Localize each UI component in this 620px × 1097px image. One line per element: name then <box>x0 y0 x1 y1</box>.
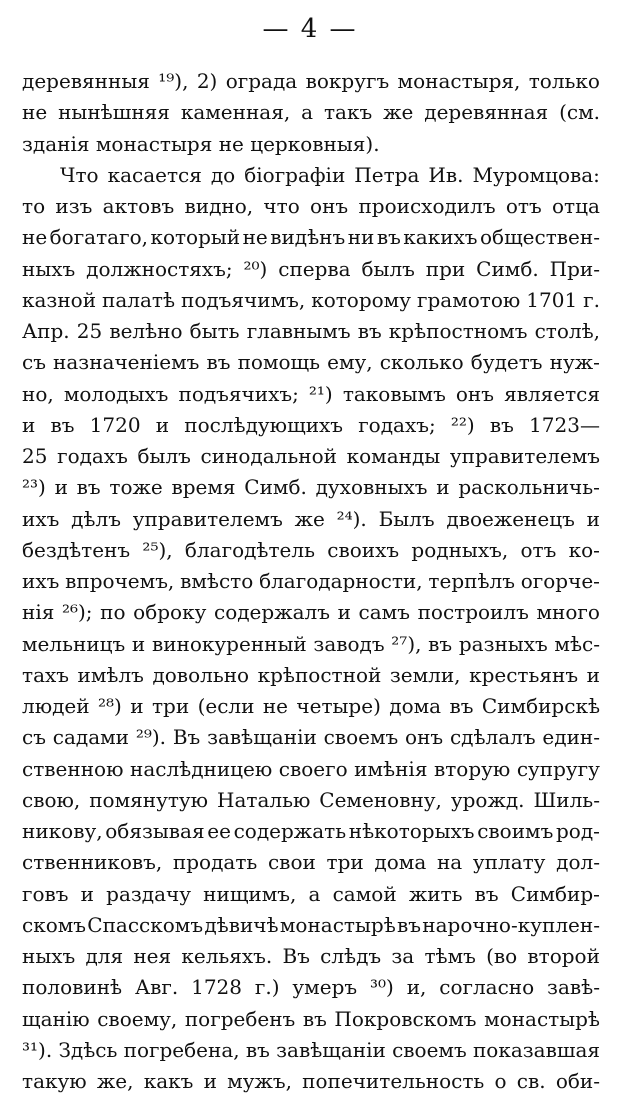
word: происходилъ <box>358 194 496 218</box>
word: то <box>22 194 46 218</box>
word: помощь <box>237 350 321 375</box>
word: Спасскомъ <box>87 912 204 937</box>
text-line <box>22 316 600 347</box>
word: и <box>155 412 170 437</box>
word: содержалъ <box>214 600 330 625</box>
word: свою, <box>22 787 81 812</box>
word: половинѣ <box>22 975 123 1000</box>
text-line <box>22 504 600 535</box>
word: же, <box>96 1069 134 1093</box>
word: 1723— <box>529 412 600 437</box>
word: ²⁰) <box>243 256 268 281</box>
text-line <box>22 566 600 597</box>
word: ему, <box>327 350 373 375</box>
word: онъ <box>455 381 494 406</box>
word: крѣпостномъ <box>388 319 528 343</box>
text-line <box>22 660 600 691</box>
word: Семеновну, <box>319 787 442 812</box>
word: Здѣсь <box>58 1037 118 1062</box>
word: и <box>436 475 450 500</box>
text-line <box>22 347 600 378</box>
text-line <box>22 441 600 472</box>
word: и <box>131 631 146 656</box>
word: актовъ <box>102 194 175 218</box>
word: помянутую <box>89 787 209 812</box>
word: терпѣлъ <box>428 569 515 593</box>
word: мужъ, <box>227 1069 292 1093</box>
word: довольно <box>152 662 250 687</box>
text-line <box>22 1035 600 1066</box>
word: крѣпостной <box>257 662 382 687</box>
word: показавшая <box>472 1037 600 1062</box>
word: своему, <box>97 1006 178 1031</box>
word: винокуренный <box>151 631 307 656</box>
text-line <box>22 254 600 285</box>
text-line <box>22 941 600 972</box>
text-line <box>22 97 600 128</box>
word: ственниковъ, <box>22 850 163 875</box>
word: свои <box>267 850 316 875</box>
word: каменная, <box>180 100 291 125</box>
word: до <box>210 162 236 187</box>
word: г.) <box>254 975 280 1000</box>
word: отца <box>552 194 600 218</box>
word: Наталью <box>217 787 311 812</box>
word: будетъ <box>470 350 543 375</box>
word: Въ <box>282 944 310 968</box>
word: въ <box>397 912 422 937</box>
word: скомъ <box>22 912 87 937</box>
word: нія <box>22 600 55 625</box>
word: 1701 <box>526 287 578 312</box>
word: Ив. <box>428 162 464 187</box>
word: мельницъ <box>22 631 126 656</box>
word: для <box>85 944 124 968</box>
word: (см. <box>559 100 600 125</box>
word: Симбир- <box>510 881 600 906</box>
word: онъ <box>405 725 444 750</box>
word: обязывая <box>105 819 205 843</box>
text-line <box>22 597 600 628</box>
word: не <box>242 225 268 250</box>
text-line <box>22 160 600 191</box>
word: какъ <box>143 1069 194 1093</box>
word: три <box>326 850 364 875</box>
word: дома <box>374 850 427 875</box>
word: кельяхъ. <box>181 944 273 968</box>
word: и <box>22 412 36 437</box>
word: съ <box>22 350 46 375</box>
word: молодыхъ <box>63 381 169 406</box>
word: говъ <box>22 881 69 906</box>
page-number: — 4 — <box>262 14 358 44</box>
text-line <box>22 816 600 847</box>
word: вторую <box>433 756 511 781</box>
word: построилъ <box>417 600 529 625</box>
word: заводъ <box>313 631 385 656</box>
text-line <box>22 754 600 785</box>
word: содержать <box>233 819 347 843</box>
text-line <box>22 379 600 410</box>
word: въ <box>206 350 231 375</box>
word: четыре) <box>296 694 381 718</box>
word: ²¹) <box>308 381 333 406</box>
word: нуж- <box>549 350 600 375</box>
word: своемъ <box>392 1037 467 1062</box>
word: завѣ- <box>547 975 600 1000</box>
word: нѣкоторыхъ <box>348 819 475 843</box>
word: самъ <box>358 600 410 625</box>
word: время <box>171 475 236 500</box>
word: благодѣтель <box>184 537 315 562</box>
word: и <box>80 881 94 906</box>
word: въ <box>245 1037 270 1062</box>
word: род- <box>556 819 600 843</box>
word: второй <box>527 944 600 968</box>
text-line <box>22 847 600 878</box>
word: три <box>151 694 190 718</box>
text-line <box>22 972 600 1003</box>
word: 2) <box>196 69 218 93</box>
word: а <box>301 100 314 125</box>
word: главнымъ <box>246 319 351 343</box>
word: монастыря <box>95 131 213 156</box>
word: урожд. <box>450 787 525 812</box>
word: нарочно-куплен- <box>422 912 600 937</box>
word: ²⁷), <box>391 631 422 656</box>
word: а <box>308 881 321 906</box>
word: наслѣдницею <box>129 756 273 781</box>
word: не <box>22 100 48 125</box>
word: уплату <box>472 850 546 875</box>
word: что <box>263 194 300 218</box>
word: велѣно <box>109 319 183 343</box>
word: монастырѣ <box>484 1006 600 1031</box>
word: нея <box>133 944 172 968</box>
word: ²⁶); <box>61 600 93 625</box>
word: св. <box>516 1069 546 1093</box>
word: крестьянъ <box>469 662 579 687</box>
word: богатаго, <box>49 225 148 250</box>
word: какихъ <box>403 225 478 250</box>
word: своихъ <box>327 537 400 562</box>
word: годахъ <box>57 444 128 468</box>
word: ²³) <box>22 475 46 500</box>
word: не <box>262 694 288 718</box>
word: погребенъ <box>184 1006 296 1031</box>
text-line <box>22 410 600 441</box>
word: казной <box>22 287 97 312</box>
text-line <box>22 785 600 816</box>
word: умеръ <box>292 975 358 1000</box>
word: Апр. <box>22 319 70 343</box>
word: Покровскомъ <box>334 1006 477 1031</box>
text-line <box>22 191 600 222</box>
word: монастырѣ <box>279 912 396 937</box>
word: вмѣсто <box>180 569 254 593</box>
word: раскольничь- <box>458 475 600 500</box>
word: (если <box>197 694 255 718</box>
word: благодарности, <box>259 569 423 593</box>
word: ихъ <box>22 506 60 531</box>
word: ныхъ <box>22 256 76 281</box>
word: сколько <box>379 350 464 375</box>
word: назначеніемъ <box>53 350 200 375</box>
word: Симбирскѣ <box>481 694 600 718</box>
word: такъ <box>323 100 373 125</box>
word: своего <box>278 756 348 781</box>
word: въ <box>76 475 101 500</box>
word: не <box>22 225 48 250</box>
word: въ <box>489 412 514 437</box>
word: дома <box>389 694 442 718</box>
word: своемъ <box>323 725 399 750</box>
word: дол- <box>556 850 600 875</box>
word: тѣмъ <box>424 944 476 968</box>
word: послѣдующихъ <box>184 412 344 437</box>
word: но, <box>22 381 54 406</box>
word: ее <box>207 819 231 843</box>
text-line <box>22 222 600 253</box>
word: нищимъ, <box>203 881 297 906</box>
word: имѣлъ <box>77 662 144 687</box>
word: самой <box>332 881 397 906</box>
word: въ <box>50 412 75 437</box>
word: и <box>586 662 600 687</box>
word: Что <box>60 162 99 187</box>
word: же <box>383 100 414 125</box>
word: нынѣшняя <box>58 100 170 125</box>
word: ²⁵), <box>142 537 173 562</box>
word: огорче- <box>520 569 600 593</box>
word: управителемъ <box>132 506 283 531</box>
word: обществен- <box>479 225 600 250</box>
word: годахъ; <box>358 412 436 437</box>
word: дѣвичѣ <box>204 912 279 937</box>
text-line <box>22 66 600 97</box>
word: ³⁰) <box>369 975 394 1000</box>
word: много <box>536 600 600 625</box>
word: ²²) <box>450 412 475 437</box>
word: церковныя). <box>250 131 380 156</box>
word: синодальной <box>200 444 337 468</box>
word: ²⁸) <box>98 694 122 718</box>
word: имѣнія <box>354 756 428 781</box>
word: ственною <box>22 756 124 781</box>
word: и <box>337 600 351 625</box>
word: ко- <box>568 537 600 562</box>
word: подъячихъ; <box>178 381 299 406</box>
word: щанію <box>22 1006 90 1031</box>
word: един- <box>542 725 600 750</box>
word: такую <box>22 1069 87 1093</box>
word: подъячимъ, <box>181 287 306 312</box>
word: управителемъ <box>449 444 600 468</box>
word: по <box>100 600 126 625</box>
text-line <box>22 722 600 753</box>
text-line <box>22 285 600 316</box>
word: слѣдъ <box>320 944 382 968</box>
text-line <box>22 129 600 160</box>
word: ²⁴). <box>336 506 367 531</box>
word: бездѣтенъ <box>22 537 131 562</box>
word: мѣс- <box>554 631 600 656</box>
word: Шиль- <box>533 787 600 812</box>
word: о <box>494 1069 507 1093</box>
text-line <box>22 910 600 941</box>
word: завѣщаніи <box>276 1037 386 1062</box>
word: ихъ <box>22 569 60 593</box>
word: онъ <box>310 194 349 218</box>
text-line <box>22 879 600 910</box>
word: видно, <box>184 194 254 218</box>
word: касается <box>107 162 202 187</box>
word: палатѣ <box>102 287 176 312</box>
word: команды <box>346 444 441 468</box>
word: (во <box>486 944 518 968</box>
word: является <box>504 381 600 406</box>
word: сперва <box>278 256 351 281</box>
word: родныхъ, <box>411 537 509 562</box>
word: которому <box>311 287 412 312</box>
word: людей <box>22 694 90 718</box>
word: Былъ <box>378 506 435 531</box>
word: земли, <box>389 662 461 687</box>
word: раздачу <box>106 881 192 906</box>
word: изъ <box>55 194 93 218</box>
word: погребена, <box>123 1037 240 1062</box>
word: былъ <box>137 444 191 468</box>
word: въ <box>449 694 474 718</box>
text-line <box>22 1004 600 1035</box>
word: 25 <box>22 444 48 468</box>
word: 1720 <box>89 412 141 437</box>
word: своимъ <box>477 819 554 843</box>
word: деревянная <box>424 100 549 125</box>
text-line <box>22 629 600 660</box>
word: въ <box>474 881 499 906</box>
word: быть <box>189 319 240 343</box>
word: двоеженецъ <box>446 506 575 531</box>
word: Симб. <box>244 475 307 500</box>
word: въ <box>302 1006 327 1031</box>
word: сдѣлалъ <box>449 725 536 750</box>
word: и <box>130 694 144 718</box>
word: ограда <box>225 69 298 93</box>
text-line <box>22 472 600 503</box>
word: только <box>528 69 600 93</box>
word: видѣнъ <box>270 225 346 250</box>
word: былъ <box>361 256 415 281</box>
word: монастыря, <box>397 69 521 93</box>
word: супругу <box>516 756 600 781</box>
word: деревянныя <box>22 69 150 93</box>
word: оби- <box>555 1069 600 1093</box>
word: ни <box>347 225 375 250</box>
word: таковымъ <box>342 381 446 406</box>
word: должностяхъ; <box>86 256 233 281</box>
word: при <box>425 256 466 281</box>
word: отъ <box>505 194 542 218</box>
word: Въ <box>172 725 201 750</box>
word: отъ <box>520 537 557 562</box>
word: ³¹). <box>22 1037 53 1062</box>
word: ²⁹). <box>135 725 167 750</box>
word: же <box>294 506 325 531</box>
word: дѣлъ <box>71 506 121 531</box>
word: разныхъ <box>458 631 548 656</box>
word: и <box>203 1069 217 1093</box>
word: зданія <box>22 131 90 156</box>
word: и <box>54 475 68 500</box>
word: жить <box>408 881 463 906</box>
word: тахъ <box>22 662 69 687</box>
word: за <box>391 944 415 968</box>
word: ¹⁹), <box>158 69 189 93</box>
word: Петра <box>354 162 420 187</box>
word: впрочемъ, <box>65 569 175 593</box>
word: въ <box>357 319 382 343</box>
word: согласно <box>439 975 535 1000</box>
word: ныхъ <box>22 944 76 968</box>
word: г. <box>583 287 600 312</box>
word: никову, <box>22 819 103 843</box>
word: грамотою <box>416 287 521 312</box>
word: продать <box>172 850 258 875</box>
word: Симб. <box>476 256 539 281</box>
word: столѣ, <box>534 319 600 343</box>
word: При- <box>549 256 600 281</box>
word: Муромцова: <box>472 162 600 187</box>
word: въ <box>428 631 453 656</box>
word: и, <box>406 975 427 1000</box>
word: духовныхъ <box>315 475 428 500</box>
word: 25 <box>76 319 103 343</box>
word: попечительность <box>302 1069 485 1093</box>
text-line <box>22 1066 600 1097</box>
word: съ <box>22 725 46 750</box>
word: который <box>150 225 241 250</box>
word: оброку <box>133 600 207 625</box>
text-line <box>22 535 600 566</box>
word: на <box>436 850 463 875</box>
word: и <box>586 506 600 531</box>
word: завѣщаніи <box>207 725 317 750</box>
word: въ <box>376 225 401 250</box>
word: тоже <box>109 475 163 500</box>
text-body <box>22 66 600 1097</box>
text-line <box>22 691 600 722</box>
word: вокругъ <box>305 69 390 93</box>
word: не <box>218 131 244 156</box>
word: біографіи <box>244 162 346 187</box>
word: садами <box>52 725 129 750</box>
word: Авг. <box>134 975 179 1000</box>
word: 1728 <box>191 975 243 1000</box>
